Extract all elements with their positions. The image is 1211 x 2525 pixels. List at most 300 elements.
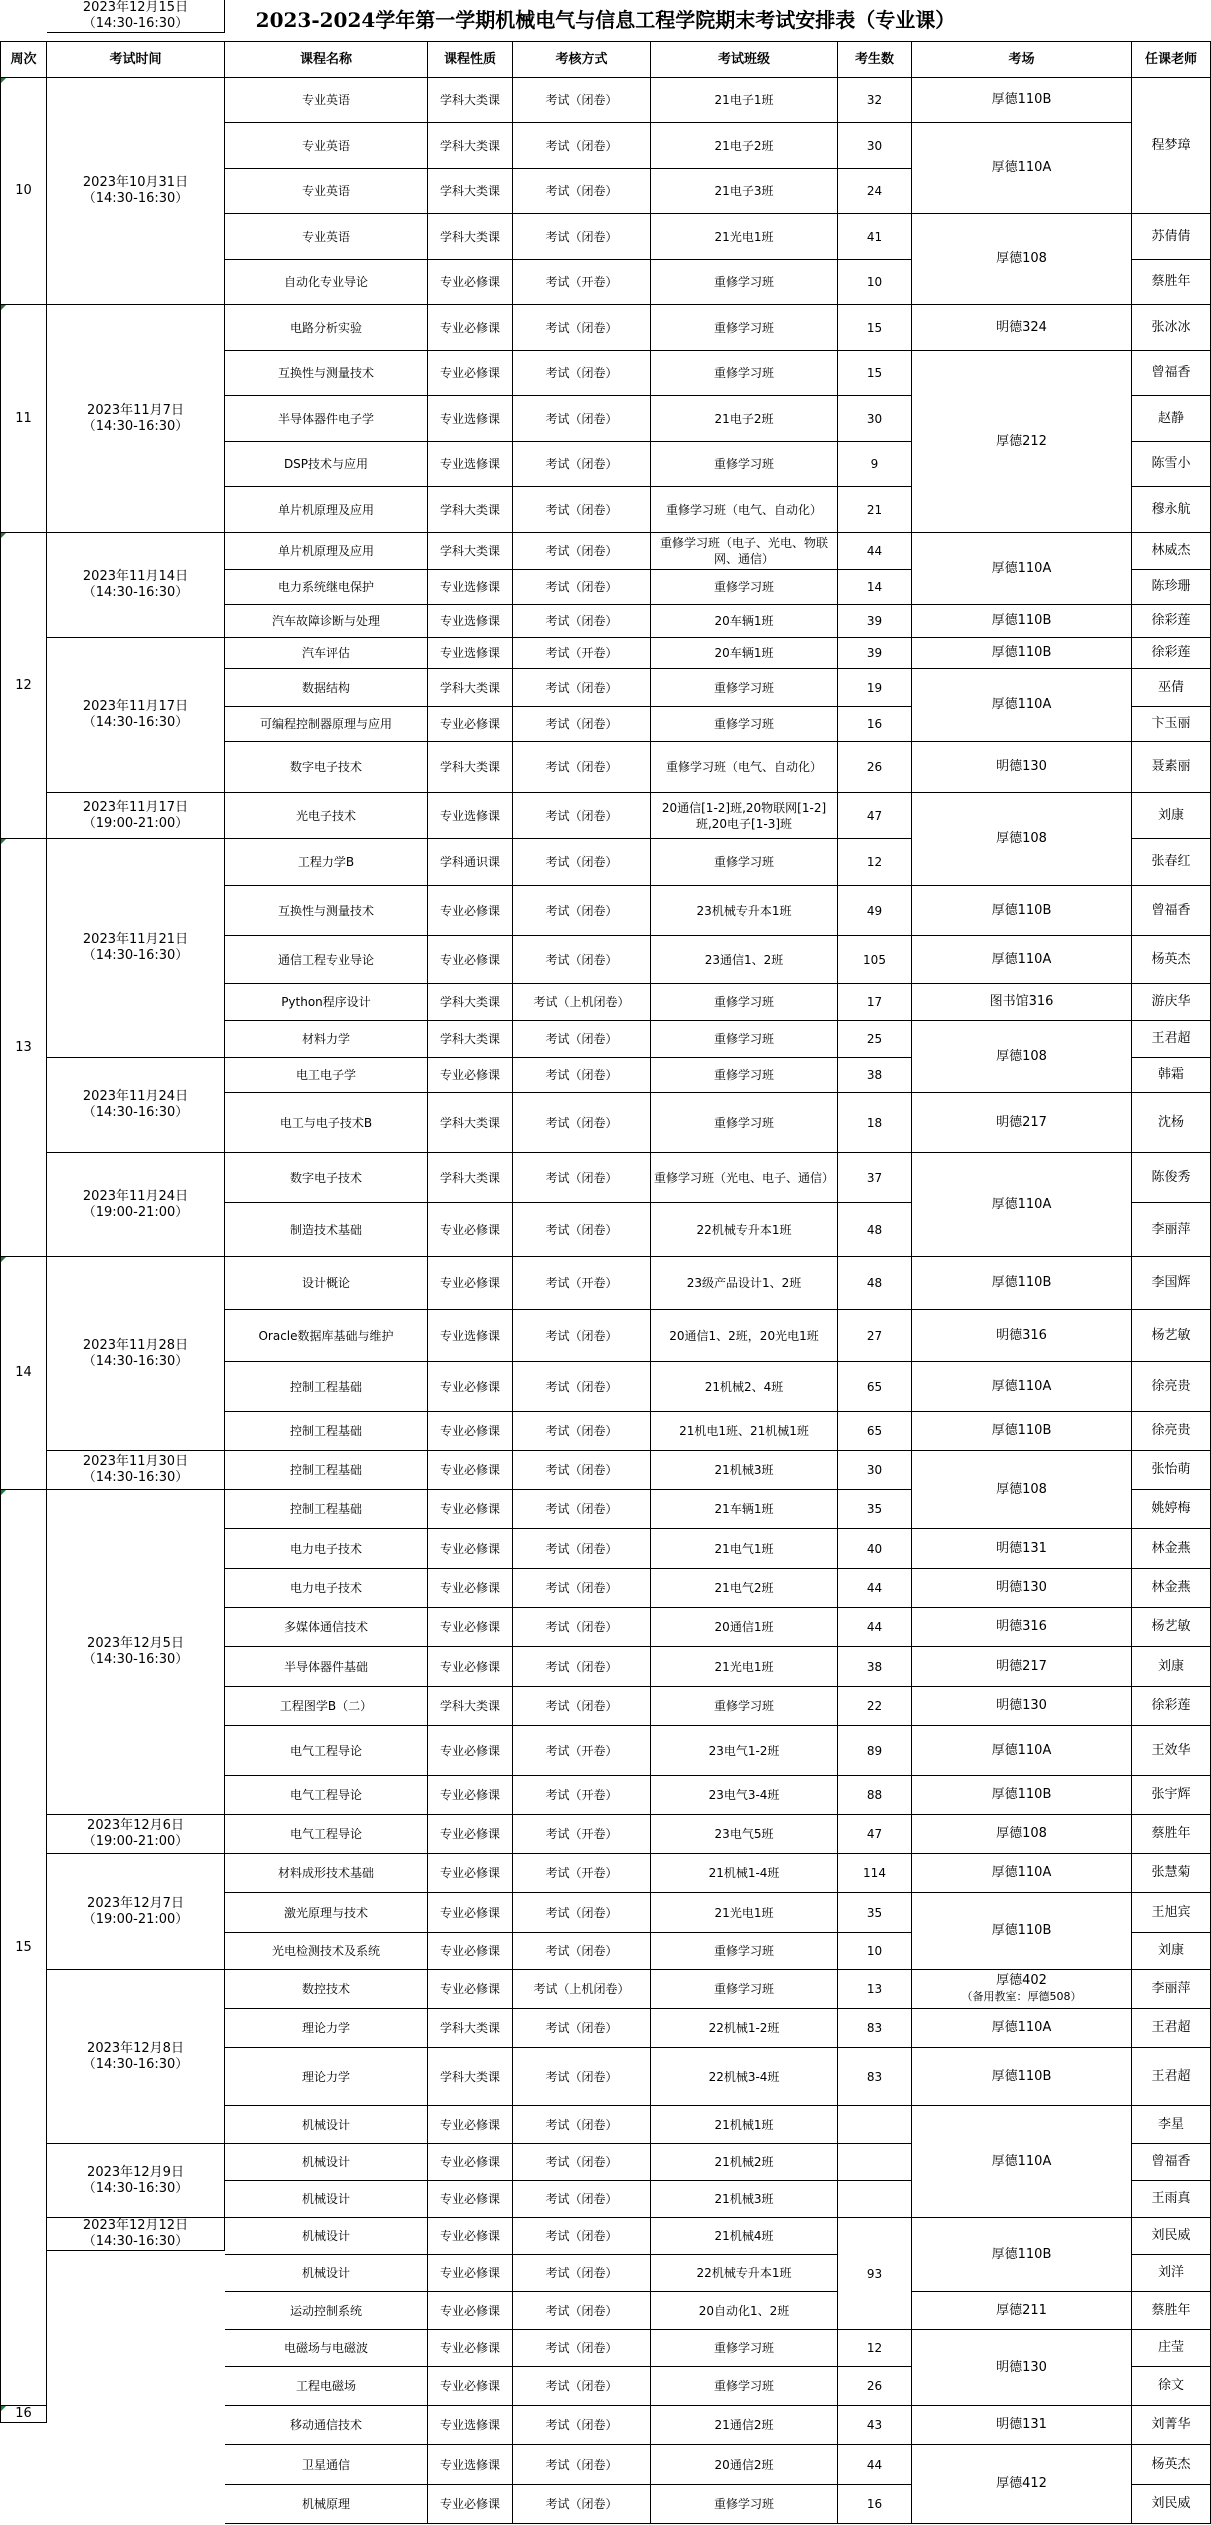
course-nature-cell: 专业必修课	[428, 1970, 513, 2009]
course-nature-cell: 学科大类课	[428, 1153, 513, 1203]
course-nature-cell: 专业必修课	[428, 1854, 513, 1893]
exam-room-cell	[912, 1093, 1132, 1153]
student-count-cell: 35	[838, 1490, 912, 1529]
exam-classes-cell: 21机械4班	[651, 2218, 838, 2255]
exam-room-cell	[912, 1153, 1132, 1257]
exam-room-cell	[912, 936, 1132, 984]
assessment-method-cell: 考试（闭卷）	[513, 1153, 651, 1203]
exam-room: 厚德110B	[991, 2068, 1052, 2084]
assessment-method-cell: 考试（上机闭卷）	[513, 1970, 651, 2009]
assessment-method-cell: 考试（闭卷）	[513, 1412, 651, 1451]
teacher-cell: 李丽萍	[1132, 1970, 1211, 2009]
exam-room-cell	[912, 1893, 1132, 1970]
assessment-method-cell: 考试（闭卷）	[513, 351, 651, 396]
student-count-cell: 27	[838, 1310, 912, 1362]
teacher-cell: 徐彩莲	[1132, 1687, 1211, 1726]
exam-room-cell	[912, 1647, 1132, 1687]
teacher-cell: 程梦璋	[1132, 78, 1211, 214]
exam-room: 厚德402	[996, 1973, 1047, 1988]
exam-classes-cell: 重修学习班	[651, 260, 838, 305]
exam-room: 厚德211	[996, 2302, 1047, 2318]
assessment-method-cell: 考试（闭卷）	[513, 1451, 651, 1490]
student-count-cell: 14	[838, 570, 912, 605]
student-count-cell: 19	[838, 669, 912, 707]
course-nature-cell: 专业必修课	[428, 1569, 513, 1608]
header-time: 考试时间	[47, 41, 225, 78]
assessment-method-cell: 考试（闭卷）	[513, 2048, 651, 2106]
exam-classes-cell: 20自动化1、2班	[651, 2292, 838, 2330]
exam-room-cell	[912, 1529, 1132, 1569]
assessment-method-cell: 考试（闭卷）	[513, 2144, 651, 2181]
course-name-cell: 激光原理与技术	[225, 1893, 428, 1933]
exam-classes-cell: 重修学习班	[651, 839, 838, 886]
exam-date: 2023年11月14日	[82, 569, 189, 584]
course-nature-cell: 专业必修课	[428, 1058, 513, 1093]
assessment-method-cell: 考试（闭卷）	[513, 1310, 651, 1362]
assessment-method-cell: 考试（开卷）	[513, 260, 651, 305]
student-count-cell: 41	[838, 214, 912, 260]
course-nature-cell: 专业选修课	[428, 442, 513, 487]
exam-room: 厚德110A	[991, 2153, 1052, 2169]
exam-time-cell	[47, 839, 225, 1058]
exam-time-range: （14:30-16:30）	[82, 1353, 189, 1369]
exam-room-cell	[912, 1310, 1132, 1362]
cell-marker	[1, 305, 6, 310]
backup-room-note: （备用教室：厚德508）	[961, 1990, 1082, 2003]
exam-date: 2023年11月24日	[82, 1089, 189, 1104]
teacher-cell: 徐亮贵	[1132, 1362, 1211, 1412]
course-name-cell: 专业英语	[225, 123, 428, 169]
student-count-cell: 83	[838, 2048, 912, 2106]
assessment-method-cell: 考试（闭卷）	[513, 1687, 651, 1726]
cell-marker	[1, 2406, 6, 2411]
exam-time-range: （14:30-16:30）	[82, 585, 189, 600]
exam-room: 明德316	[996, 1619, 1047, 1634]
course-nature-cell: 学科大类课	[428, 2009, 513, 2048]
course-nature-cell: 学科大类课	[428, 669, 513, 707]
student-count-cell: 25	[838, 1021, 912, 1058]
exam-time-range: （14:30-16:30）	[82, 2180, 189, 2196]
exam-room-cell	[912, 2218, 1132, 2292]
exam-room-cell	[912, 2048, 1132, 2106]
header-classes: 考试班级	[651, 41, 838, 78]
exam-room: 明德316	[996, 1327, 1047, 1343]
student-count-cell: 38	[838, 1647, 912, 1687]
exam-classes-cell: 重修学习班	[651, 1093, 838, 1153]
student-count-cell: 89	[838, 1726, 912, 1776]
teacher-cell: 沈杨	[1132, 1093, 1211, 1153]
teacher-cell: 张春红	[1132, 839, 1211, 886]
exam-classes-cell: 重修学习班	[651, 570, 838, 605]
assessment-method-cell: 考试（闭卷）	[513, 169, 651, 214]
week-cell: 10	[0, 78, 47, 305]
teacher-cell: 杨英杰	[1132, 936, 1211, 984]
course-name-cell: 互换性与测量技术	[225, 351, 428, 396]
course-nature-cell: 学科大类课	[428, 1687, 513, 1726]
header-venue: 考场	[912, 41, 1132, 78]
assessment-method-cell: 考试（闭卷）	[513, 2218, 651, 2255]
teacher-cell: 游庆华	[1132, 984, 1211, 1021]
exam-time-cell	[47, 533, 225, 638]
course-nature-cell: 专业必修课	[428, 305, 513, 351]
course-name-cell: 电气工程导论	[225, 1726, 428, 1776]
assessment-method-cell: 考试（闭卷）	[513, 1203, 651, 1257]
exam-time-cell	[47, 1854, 225, 1970]
assessment-method-cell: 考试（闭卷）	[513, 2485, 651, 2524]
exam-classes-cell: 重修学习班	[651, 1687, 838, 1726]
teacher-cell: 蔡胜年	[1132, 1815, 1211, 1854]
student-count-cell: 105	[838, 936, 912, 984]
exam-date: 2023年11月21日	[82, 932, 189, 947]
cell-marker	[1, 533, 6, 538]
exam-date: 2023年12月8日	[87, 2040, 184, 2056]
exam-time-range: （14:30-16:30）	[82, 948, 189, 963]
student-count-cell: 47	[838, 1815, 912, 1854]
assessment-method-cell: 考试（闭卷）	[513, 886, 651, 936]
week-cell: 16	[0, 2406, 47, 2423]
assessment-method-cell: 考试（闭卷）	[513, 707, 651, 742]
header-method: 考核方式	[513, 41, 651, 78]
assessment-method-cell: 考试（闭卷）	[513, 123, 651, 169]
exam-room: 明德217	[996, 1114, 1047, 1130]
exam-room: 明德130	[996, 2359, 1047, 2375]
assessment-method-cell: 考试（开卷）	[513, 1726, 651, 1776]
exam-time-cell	[47, 793, 225, 839]
course-name-cell: 多媒体通信技术	[225, 1608, 428, 1647]
assessment-method-cell: 考试（闭卷）	[513, 2292, 651, 2330]
course-nature-cell: 专业必修课	[428, 1490, 513, 1529]
assessment-method-cell: 考试（开卷）	[513, 1776, 651, 1815]
exam-date: 2023年11月30日	[82, 1454, 189, 1469]
exam-classes-cell: 20通信2班	[651, 2445, 838, 2485]
exam-time-cell	[47, 638, 225, 793]
exam-room-cell	[912, 1726, 1132, 1776]
teacher-cell: 陈雪小	[1132, 442, 1211, 487]
exam-classes-cell: 21机电1班、21机械1班	[651, 1412, 838, 1451]
exam-room: 厚德412	[996, 2476, 1047, 2491]
exam-classes-cell: 重修学习班（电气、自动化）	[651, 742, 838, 793]
teacher-cell: 李丽萍	[1132, 1203, 1211, 1257]
exam-room-cell	[912, 305, 1132, 351]
student-count-cell: 49	[838, 886, 912, 936]
exam-time-range: （19:00-21:00）	[82, 815, 189, 831]
teacher-cell: 赵静	[1132, 396, 1211, 442]
course-name-cell: 半导体器件基础	[225, 1647, 428, 1687]
exam-room: 厚德108	[996, 1048, 1047, 1064]
exam-time-range: （14:30-16:30）	[82, 2056, 189, 2072]
assessment-method-cell: 考试（闭卷）	[513, 1021, 651, 1058]
exam-classes-cell: 23电气1-2班	[651, 1726, 838, 1776]
exam-classes-cell: 重修学习班	[651, 351, 838, 396]
exam-classes-cell: 21机械3班	[651, 1451, 838, 1490]
assessment-method-cell: 考试（闭卷）	[513, 487, 651, 533]
teacher-cell: 李国辉	[1132, 1257, 1211, 1310]
exam-room: 厚德110B	[991, 1923, 1052, 1938]
assessment-method-cell: 考试（闭卷）	[513, 793, 651, 839]
exam-classes-cell: 20通信1班	[651, 1608, 838, 1647]
header-nature: 课程性质	[428, 41, 513, 78]
course-nature-cell: 学科大类课	[428, 487, 513, 533]
exam-time-cell	[47, 1970, 225, 2144]
course-name-cell: 电力系统继电保护	[225, 570, 428, 605]
teacher-cell: 刘民威	[1132, 2485, 1211, 2524]
header-week: 周次	[0, 41, 47, 78]
exam-room-cell	[912, 984, 1132, 1021]
exam-classes-cell: 21电子2班	[651, 123, 838, 169]
exam-time-range: （14:30-16:30）	[82, 1105, 189, 1120]
exam-classes-cell: 重修学习班（电子、光电、物联网、通信）	[651, 533, 838, 570]
student-count-cell: 12	[838, 839, 912, 886]
course-name-cell: 光电检测技术及系统	[225, 1933, 428, 1970]
exam-room-cell	[912, 669, 1132, 742]
week-cell: 12	[0, 533, 47, 839]
course-name-cell: 设计概论	[225, 1257, 428, 1310]
student-count-cell: 18	[838, 1093, 912, 1153]
course-nature-cell: 专业选修课	[428, 793, 513, 839]
exam-time-range: （14:30-16:30）	[82, 1470, 189, 1485]
student-count-cell: 114	[838, 1854, 912, 1893]
student-count-cell: 88	[838, 1776, 912, 1815]
exam-time-range: （19:00-21:00）	[82, 1911, 189, 1927]
exam-classes-cell: 重修学习班	[651, 707, 838, 742]
exam-room-cell	[912, 2106, 1132, 2218]
teacher-cell: 张慧菊	[1132, 1854, 1211, 1893]
exam-room-cell	[912, 123, 1132, 214]
course-nature-cell: 专业选修课	[428, 1310, 513, 1362]
exam-room: 厚德110A	[991, 2020, 1052, 2035]
student-count-cell: 48	[838, 1257, 912, 1310]
exam-room-cell	[912, 1257, 1132, 1310]
exam-date: 2023年12月12日	[82, 2218, 189, 2233]
course-name-cell: 机械设计	[225, 2255, 428, 2292]
exam-classes-cell: 21电子1班	[651, 78, 838, 123]
header-count: 考生数	[838, 41, 912, 78]
course-name-cell: 电路分析实验	[225, 305, 428, 351]
exam-date: 2023年11月17日	[82, 799, 189, 815]
exam-classes-cell: 22机械3-4班	[651, 2048, 838, 2106]
exam-room: 厚德108	[996, 251, 1047, 266]
assessment-method-cell: 考试（闭卷）	[513, 1647, 651, 1687]
course-nature-cell: 专业必修课	[428, 1608, 513, 1647]
student-count-cell: 65	[838, 1362, 912, 1412]
course-name-cell: 控制工程基础	[225, 1451, 428, 1490]
assessment-method-cell: 考试（闭卷）	[513, 396, 651, 442]
student-count-cell: 26	[838, 742, 912, 793]
exam-room-cell	[912, 793, 1132, 886]
exam-classes-cell: 重修学习班	[651, 1021, 838, 1058]
student-count-cell: 47	[838, 793, 912, 839]
teacher-cell: 王君超	[1132, 2048, 1211, 2106]
exam-time-cell	[47, 2144, 225, 2218]
course-nature-cell: 专业必修课	[428, 707, 513, 742]
exam-classes-cell: 23电气5班	[651, 1815, 838, 1854]
cell-marker	[1, 1257, 6, 1262]
course-nature-cell: 学科大类课	[428, 533, 513, 570]
exam-time-range: （14:30-16:30）	[82, 191, 189, 206]
course-name-cell: 工程力学B	[225, 839, 428, 886]
exam-room: 厚德110B	[991, 1423, 1052, 1438]
teacher-cell: 林金燕	[1132, 1569, 1211, 1608]
course-name-cell: 专业英语	[225, 78, 428, 123]
exam-room: 厚德110A	[991, 1742, 1052, 1758]
course-name-cell: 机械原理	[225, 2485, 428, 2524]
teacher-cell: 姚婷梅	[1132, 1490, 1211, 1529]
course-nature-cell: 专业必修课	[428, 886, 513, 936]
course-nature-cell: 专业必修课	[428, 1893, 513, 1933]
course-nature-cell: 专业必修课	[428, 1647, 513, 1687]
course-name-cell: 通信工程专业导论	[225, 936, 428, 984]
course-name-cell: Oracle数据库基础与维护	[225, 1310, 428, 1362]
course-name-cell: 电气工程导论	[225, 1776, 428, 1815]
exam-room-cell	[912, 2445, 1132, 2524]
exam-classes-cell: 22机械专升本1班	[651, 1203, 838, 1257]
cell-marker	[1, 78, 6, 83]
teacher-cell: 王旭宾	[1132, 1893, 1211, 1933]
course-name-cell: 数据结构	[225, 669, 428, 707]
exam-time-cell	[47, 1257, 225, 1451]
exam-room-cell	[912, 742, 1132, 793]
exam-classes-cell: 重修学习班	[651, 1970, 838, 2009]
student-count-cell: 43	[838, 2406, 912, 2445]
teacher-cell: 徐文	[1132, 2367, 1211, 2406]
course-name-cell: 机械设计	[225, 2218, 428, 2255]
student-count-cell: 16	[838, 2485, 912, 2524]
exam-time-cell	[47, 1153, 225, 1257]
course-nature-cell: 专业必修课	[428, 1451, 513, 1490]
assessment-method-cell: 考试（开卷）	[513, 1815, 651, 1854]
teacher-cell: 卞玉丽	[1132, 707, 1211, 742]
teacher-cell: 徐彩莲	[1132, 638, 1211, 669]
assessment-method-cell: 考试（闭卷）	[513, 2406, 651, 2445]
exam-date: 2023年12月15日	[82, 0, 189, 15]
course-name-cell: 材料成形技术基础	[225, 1854, 428, 1893]
exam-room-cell	[912, 214, 1132, 305]
course-name-cell: 光电子技术	[225, 793, 428, 839]
exam-room: 厚德108	[996, 831, 1047, 846]
exam-time-range: （14:30-16:30）	[82, 1652, 189, 1667]
student-count-cell: 37	[838, 1153, 912, 1203]
teacher-cell: 曾福香	[1132, 2144, 1211, 2181]
student-count-cell: 12	[838, 2330, 912, 2367]
student-count-cell: 83	[838, 2009, 912, 2048]
course-name-cell: 理论力学	[225, 2048, 428, 2106]
exam-classes-cell: 21机械1-4班	[651, 1854, 838, 1893]
assessment-method-cell: 考试（闭卷）	[513, 2106, 651, 2144]
course-nature-cell: 专业必修课	[428, 2292, 513, 2330]
course-nature-cell: 学科大类课	[428, 2048, 513, 2106]
course-name-cell: 制造技术基础	[225, 1203, 428, 1257]
exam-room: 图书馆316	[989, 994, 1054, 1009]
exam-room: 明德131	[996, 1540, 1047, 1556]
course-nature-cell: 学科大类课	[428, 78, 513, 123]
exam-room-cell	[912, 1412, 1132, 1451]
course-name-cell: 控制工程基础	[225, 1362, 428, 1412]
student-count-cell: 93	[838, 2218, 912, 2330]
assessment-method-cell: 考试（闭卷）	[513, 1569, 651, 1608]
course-nature-cell: 专业必修课	[428, 1529, 513, 1569]
teacher-cell: 庄莹	[1132, 2330, 1211, 2367]
course-nature-cell: 专业必修课	[428, 2485, 513, 2524]
assessment-method-cell: 考试（闭卷）	[513, 1093, 651, 1153]
page-title: 2023-2024学年第一学期机械电气与信息工程学院期末考试安排表（专业课）	[255, 8, 956, 32]
exam-time-range: （14:30-16:30）	[82, 2234, 189, 2249]
exam-classes-cell: 重修学习班	[651, 2485, 838, 2524]
course-nature-cell: 专业必修课	[428, 2181, 513, 2218]
course-name-cell: 电工与电子技术B	[225, 1093, 428, 1153]
student-count-cell: 10	[838, 1933, 912, 1970]
exam-room-cell	[912, 1021, 1132, 1093]
exam-time-cell	[47, 1490, 225, 1815]
course-nature-cell: 学科大类课	[428, 214, 513, 260]
student-count-cell: 15	[838, 305, 912, 351]
exam-date: 2023年12月7日	[87, 1895, 184, 1911]
course-nature-cell: 专业必修课	[428, 351, 513, 396]
course-name-cell: 数控技术	[225, 1970, 428, 2009]
assessment-method-cell: 考试（闭卷）	[513, 605, 651, 638]
exam-classes-cell: 重修学习班	[651, 1933, 838, 1970]
student-count-cell: 13	[838, 1970, 912, 2009]
teacher-cell: 徐亮贵	[1132, 1412, 1211, 1451]
exam-classes-cell: 21电子2班	[651, 396, 838, 442]
student-count-cell: 9	[838, 442, 912, 487]
teacher-cell: 张宇辉	[1132, 1776, 1211, 1815]
exam-room-cell	[912, 78, 1132, 123]
course-name-cell: 运动控制系统	[225, 2292, 428, 2330]
assessment-method-cell: 考试（闭卷）	[513, 305, 651, 351]
exam-classes-cell: 重修学习班	[651, 2367, 838, 2406]
assessment-method-cell: 考试（开卷）	[513, 1257, 651, 1310]
student-count-cell: 16	[838, 707, 912, 742]
student-count-cell: 44	[838, 2445, 912, 2485]
course-nature-cell: 学科通识课	[428, 839, 513, 886]
assessment-method-cell: 考试（闭卷）	[513, 2009, 651, 2048]
teacher-cell: 王效华	[1132, 1726, 1211, 1776]
exam-classes-cell: 重修学习班	[651, 669, 838, 707]
exam-date: 2023年12月9日	[87, 2164, 184, 2180]
exam-time-cell	[47, 2218, 225, 2251]
course-nature-cell: 专业必修课	[428, 1412, 513, 1451]
teacher-cell: 蔡胜年	[1132, 260, 1211, 305]
course-nature-cell: 专业必修课	[428, 1933, 513, 1970]
course-name-cell: 数字电子技术	[225, 742, 428, 793]
exam-classes-cell: 重修学习班	[651, 442, 838, 487]
course-nature-cell: 专业选修课	[428, 638, 513, 669]
exam-classes-cell: 重修学习班	[651, 984, 838, 1021]
course-nature-cell: 专业必修课	[428, 1726, 513, 1776]
exam-date: 2023年11月7日	[87, 402, 184, 418]
header-teacher: 任课老师	[1132, 41, 1211, 78]
exam-room: 明德130	[996, 1698, 1047, 1713]
exam-room: 厚德110A	[991, 697, 1052, 712]
student-count-cell: 21	[838, 487, 912, 533]
exam-time-cell	[47, 305, 225, 533]
teacher-cell: 张冰冰	[1132, 305, 1211, 351]
exam-room-cell	[912, 1608, 1132, 1647]
exam-classes-cell: 22机械专升本1班	[651, 2255, 838, 2292]
exam-classes-cell: 21机械2、4班	[651, 1362, 838, 1412]
teacher-cell: 刘菁华	[1132, 2406, 1211, 2445]
exam-room: 明德324	[996, 319, 1047, 335]
exam-date: 2023年11月28日	[82, 1337, 189, 1353]
exam-time-cell	[47, 1451, 225, 1490]
exam-date: 2023年12月6日	[87, 1818, 184, 1833]
course-name-cell: 机械设计	[225, 2181, 428, 2218]
exam-classes-cell: 22机械1-2班	[651, 2009, 838, 2048]
student-count-cell: 32	[838, 78, 912, 123]
teacher-cell: 王君超	[1132, 1021, 1211, 1058]
assessment-method-cell: 考试（闭卷）	[513, 533, 651, 570]
student-count-cell: 44	[838, 1569, 912, 1608]
